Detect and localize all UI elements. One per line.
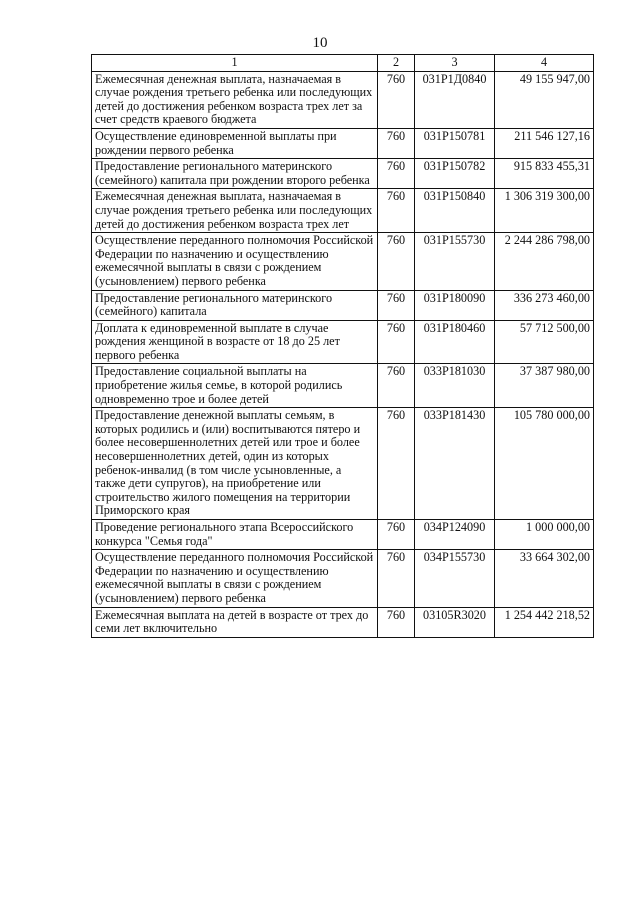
- row-csr-cell: 031Р180090: [415, 290, 495, 320]
- row-grbs-cell: 760: [378, 607, 415, 637]
- row-amount-cell: 1 254 442 218,52: [495, 607, 594, 637]
- row-name-cell: Предоставление регионального материнского (семейного) капитала: [92, 290, 378, 320]
- page-number: 10: [312, 35, 328, 51]
- table-row: [92, 364, 594, 408]
- row-csr-cell: 031Р155730: [415, 233, 495, 290]
- row-csr-cell: 031Р1Д0840: [415, 71, 495, 128]
- table-row: [92, 290, 594, 320]
- row-name-cell: Предоставление регионального материнского (семейного) капитала при рождении второго ребенка: [92, 159, 378, 189]
- row-amount-cell: 37 387 980,00: [495, 364, 594, 408]
- row-csr-cell: 031Р150840: [415, 189, 495, 233]
- row-amount-cell: 105 780 000,00: [495, 408, 594, 520]
- table-row: [92, 233, 594, 290]
- row-grbs-cell: 760: [378, 408, 415, 520]
- header-row: [92, 55, 594, 72]
- row-csr-cell: 031Р180460: [415, 320, 495, 364]
- row-amount-cell: 336 273 460,00: [495, 290, 594, 320]
- row-amount-cell: 49 155 947,00: [495, 71, 594, 128]
- row-name-cell: Осуществление переданного полномочия Российской Федерации по назначению и осуществлению ежемесячной выплаты в связи с рождением (усыновлением) первого ребенка: [92, 233, 378, 290]
- row-csr-cell: 034Р124090: [415, 520, 495, 550]
- row-amount-cell: 1 306 319 300,00: [495, 189, 594, 233]
- row-grbs-cell: 760: [378, 320, 415, 364]
- row-amount-cell: 211 546 127,16: [495, 128, 594, 158]
- row-name-cell: Осуществление единовременной выплаты при рождении первого ребенка: [92, 128, 378, 158]
- header-col-2: 2: [378, 55, 415, 72]
- table-row: [92, 320, 594, 364]
- table-row: [92, 550, 594, 607]
- row-csr-cell: 03105R3020: [415, 607, 495, 637]
- header-col-1: 1: [92, 55, 378, 72]
- row-name-cell: Ежемесячная денежная выплата, назначаемая в случае рождения третьего ребенка или последующих детей до достижения ребенком возраста трех лет за счет средств краевого бюджета: [92, 71, 378, 128]
- row-grbs-cell: 760: [378, 159, 415, 189]
- row-csr-cell: 031Р150781: [415, 128, 495, 158]
- table-row: [92, 189, 594, 233]
- row-name-cell: Доплата к единовременной выплате в случае рождения женщиной в возрасте от 18 до 25 лет первого ребенка: [92, 320, 378, 364]
- row-grbs-cell: 760: [378, 364, 415, 408]
- row-grbs-cell: 760: [378, 128, 415, 158]
- header-col-4: 4: [495, 55, 594, 72]
- table-row: [92, 607, 594, 637]
- row-name-cell: Осуществление переданного полномочия Российской Федерации по назначению и осуществлению ежемесячной выплаты в связи с рождением (усыновлением) первого ребенка: [92, 550, 378, 607]
- row-name-cell: Предоставление социальной выплаты на приобретение жилья семье, в которой родились одновременно трое и более детей: [92, 364, 378, 408]
- table-row: [92, 71, 594, 128]
- row-csr-cell: 034Р155730: [415, 550, 495, 607]
- row-amount-cell: 1 000 000,00: [495, 520, 594, 550]
- table-row: [92, 159, 594, 189]
- row-grbs-cell: 760: [378, 233, 415, 290]
- row-amount-cell: 57 712 500,00: [495, 320, 594, 364]
- row-csr-cell: 033Р181030: [415, 364, 495, 408]
- row-name-cell: Проведение регионального этапа Всероссийского конкурса "Семья года": [92, 520, 378, 550]
- table-row: [92, 520, 594, 550]
- row-csr-cell: 031Р150782: [415, 159, 495, 189]
- row-grbs-cell: 760: [378, 189, 415, 233]
- budget-table: [91, 54, 594, 638]
- header-col-3: 3: [415, 55, 495, 72]
- row-grbs-cell: 760: [378, 550, 415, 607]
- row-name-cell: Ежемесячная денежная выплата, назначаемая в случае рождения третьего ребенка или последующих детей до достижения ребенком возраста трех лет: [92, 189, 378, 233]
- row-name-cell: Предоставление денежной выплаты семьям, в которых родились и (или) воспитываются пятеро и более несовершеннолетних детей или трое и более несовершеннолетних детей, один из которых ребенок-инвалид (в том числе усыновленные, а также дети супругов), на приобретение или строительство жилого помещения на территории Приморского края: [92, 408, 378, 520]
- row-grbs-cell: 760: [378, 290, 415, 320]
- row-csr-cell: 033Р181430: [415, 408, 495, 520]
- table-row: [92, 408, 594, 520]
- row-amount-cell: 915 833 455,31: [495, 159, 594, 189]
- row-amount-cell: 2 244 286 798,00: [495, 233, 594, 290]
- row-amount-cell: 33 664 302,00: [495, 550, 594, 607]
- row-grbs-cell: 760: [378, 520, 415, 550]
- row-name-cell: Ежемесячная выплата на детей в возрасте от трех до семи лет включительно: [92, 607, 378, 637]
- row-grbs-cell: 760: [378, 71, 415, 128]
- table-row: [92, 128, 594, 158]
